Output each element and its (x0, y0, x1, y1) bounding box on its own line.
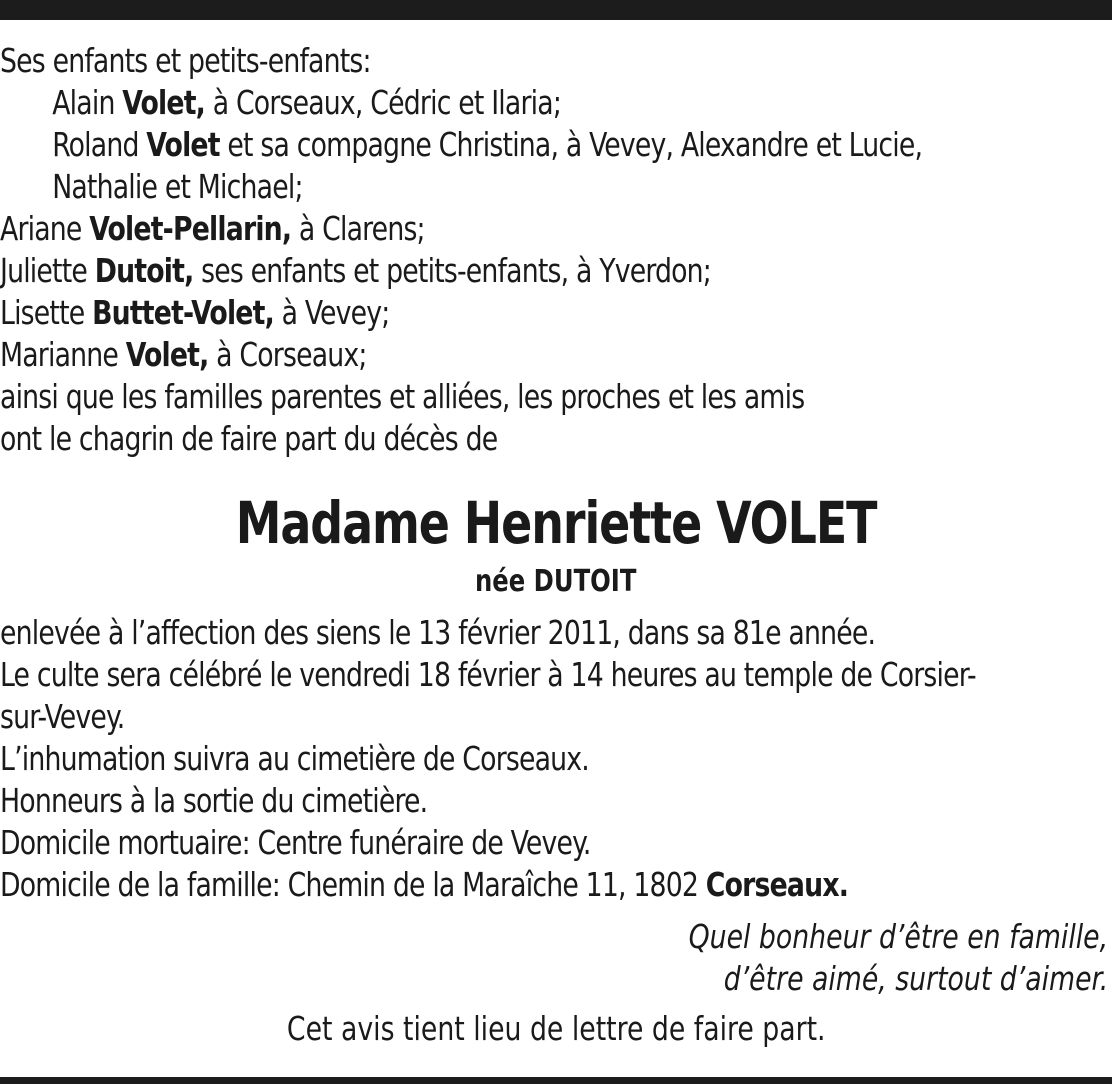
announcement-line: ainsi que les familles parentes et alliées, les proches et les amis (0, 377, 805, 416)
child-surname: Volet (146, 125, 220, 164)
relative-surname: Volet-Pellarin, (89, 209, 292, 248)
quote-line: d’être aimé, surtout d’aimer. (723, 959, 1108, 998)
quote (0, 916, 1112, 1000)
relative-line: Lisette Buttet-Volet, à Vevey; (0, 293, 390, 332)
detail-line: Le culte sera célébré le vendredi 18 février à 14 heures au temple de Corsier- (0, 655, 976, 694)
relative-surname: Volet, (125, 335, 209, 374)
family-address-town: Corseaux. (705, 865, 849, 904)
relative-surname: Dutoit, (94, 251, 194, 290)
relative-line: Marianne Volet, à Corseaux; (0, 335, 367, 374)
bottom-rule (0, 1077, 1112, 1084)
relative-surname: Buttet-Volet, (92, 293, 274, 332)
child-line: Roland Volet et sa compagne Christina, à Vevey, Alexandre et Lucie, (52, 125, 923, 164)
family-address: Domicile de la famille: Chemin de la Maraîche 11, 1802 Corseaux. (0, 865, 849, 904)
detail-line: L’inhumation suivra au cimetière de Corseaux. (0, 739, 589, 778)
child-line: Alain Volet, à Corseaux, Cédric et Ilaria; (52, 83, 562, 122)
announcement-line: ont le chagrin de faire part du décès de (0, 419, 498, 458)
relative-line: Juliette Dutoit, ses enfants et petits-enfants, à Yverdon; (0, 251, 711, 290)
deceased-name: Madame Henriette VOLET (235, 489, 877, 557)
maiden-name: née DUTOIT (475, 564, 637, 599)
child-surname: Volet, (122, 83, 206, 122)
quote-line: Quel bonheur d’être en famille, (688, 917, 1108, 956)
detail-line: Domicile mortuaire: Centre funéraire de Vevey. (0, 823, 591, 862)
child-line-continuation: Nathalie et Michael; (52, 167, 303, 206)
deceased-block (0, 488, 1112, 602)
relative-line: Ariane Volet-Pellarin, à Clarens; (0, 209, 425, 248)
detail-line: sur-Vevey. (0, 697, 125, 736)
obituary-notice (0, 40, 1112, 1050)
closing-note: Cet avis tient lieu de lettre de faire part. (286, 1009, 826, 1048)
detail-line: Honneurs à la sortie du cimetière. (0, 781, 428, 820)
top-rule (0, 0, 1112, 20)
family-intro: Ses enfants et petits-enfants: (0, 41, 371, 80)
detail-line: enlevée à l’affection des siens le 13 février 2011, dans sa 81e année. (0, 613, 876, 652)
